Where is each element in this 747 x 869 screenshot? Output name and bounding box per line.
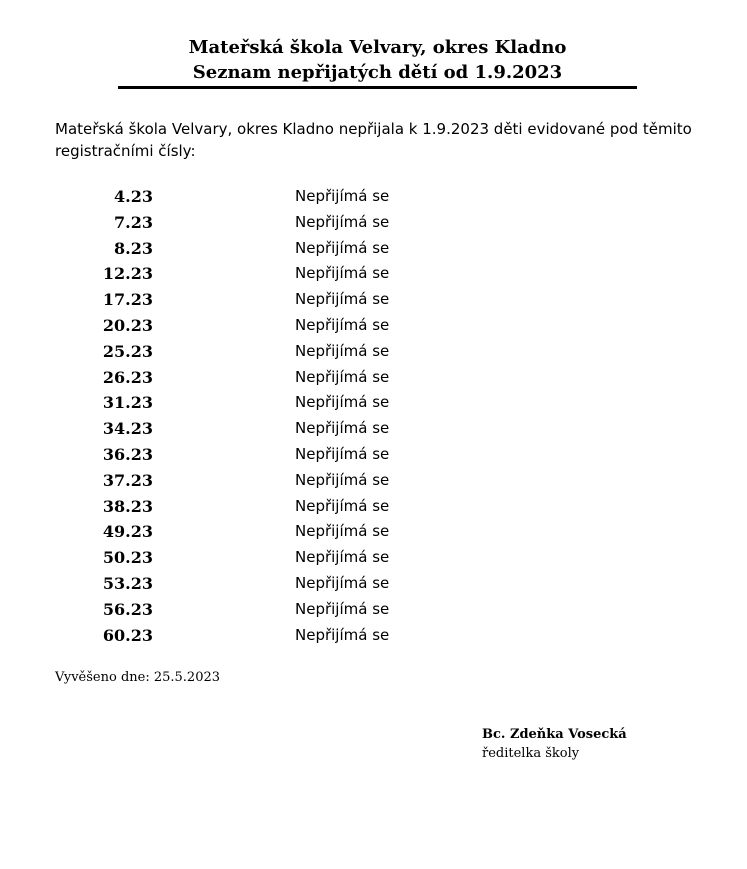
registration-number: 37.23 — [102, 470, 153, 490]
admission-status: Nepřijímá se — [295, 264, 390, 283]
list-item — [55, 236, 475, 262]
header-title: Mateřská škola Velvary, okres Kladno — [188, 37, 567, 58]
admission-status: Nepřijímá se — [295, 341, 390, 360]
list-item — [55, 442, 475, 468]
registration-number: 36.23 — [102, 444, 153, 464]
signature-role: ředitelka školy — [482, 746, 580, 761]
list-item — [55, 494, 475, 520]
document-header — [118, 35, 637, 85]
admission-status: Nepřijímá se — [295, 238, 390, 257]
registration-number: 20.23 — [102, 315, 153, 335]
list-item — [55, 545, 475, 571]
list-item — [55, 287, 475, 313]
admission-status: Nepřijímá se — [295, 573, 390, 592]
admission-status: Nepřijímá se — [295, 367, 390, 386]
admission-status: Nepřijímá se — [295, 444, 390, 463]
registration-number: 38.23 — [102, 496, 153, 516]
list-item — [55, 210, 475, 236]
registration-number: 4.23 — [114, 187, 153, 206]
admission-status: Nepřijímá se — [295, 315, 390, 334]
registration-number: 53.23 — [102, 573, 153, 593]
list-item — [55, 623, 475, 649]
admission-status: Nepřijímá se — [295, 419, 390, 438]
admission-status: Nepřijímá se — [295, 187, 390, 205]
registration-number: 26.23 — [102, 367, 153, 387]
registration-number: 34.23 — [102, 419, 153, 439]
header-subtitle: Seznam nepřijatých dětí od 1.9.2023 — [192, 62, 563, 83]
list-item — [55, 390, 475, 416]
admission-status: Nepřijímá se — [295, 212, 390, 231]
registration-list — [55, 184, 475, 648]
admission-status: Nepřijímá se — [295, 625, 390, 644]
admission-status: Nepřijímá se — [295, 548, 390, 567]
list-item — [55, 313, 475, 339]
intro-paragraph: Mateřská škola Velvary, okres Kladno nepřijala k 1.9.2023 děti evidované pod těmito registračními čísly: — [55, 120, 692, 160]
list-item — [55, 365, 475, 391]
registration-number: 25.23 — [102, 341, 153, 361]
signature-name: Bc. Zdeňka Vosecká — [482, 727, 627, 742]
admission-status: Nepřijímá se — [295, 470, 390, 489]
list-item — [55, 519, 475, 545]
registration-number: 56.23 — [102, 599, 153, 619]
registration-number: 60.23 — [102, 625, 153, 645]
registration-number: 31.23 — [102, 393, 153, 413]
list-item — [55, 468, 475, 494]
list-item — [55, 184, 475, 210]
admission-status: Nepřijímá se — [295, 599, 390, 618]
admission-status: Nepřijímá se — [295, 496, 390, 515]
registration-number: 49.23 — [102, 522, 153, 542]
posted-date: Vyvěšeno dne: 25.5.2023 — [55, 670, 221, 685]
admission-status: Nepřijímá se — [295, 522, 390, 541]
registration-number: 8.23 — [114, 238, 153, 258]
signature-block — [482, 725, 627, 763]
registration-number: 7.23 — [114, 212, 153, 232]
list-item — [55, 261, 475, 287]
registration-number: 50.23 — [102, 548, 153, 568]
registration-number: 12.23 — [102, 264, 153, 284]
admission-status: Nepřijímá se — [295, 393, 390, 412]
header-divider — [118, 86, 637, 89]
registration-number: 17.23 — [102, 290, 153, 310]
list-item — [55, 597, 475, 623]
list-item — [55, 571, 475, 597]
admission-status: Nepřijímá se — [295, 290, 390, 309]
list-item — [55, 339, 475, 365]
list-item — [55, 416, 475, 442]
